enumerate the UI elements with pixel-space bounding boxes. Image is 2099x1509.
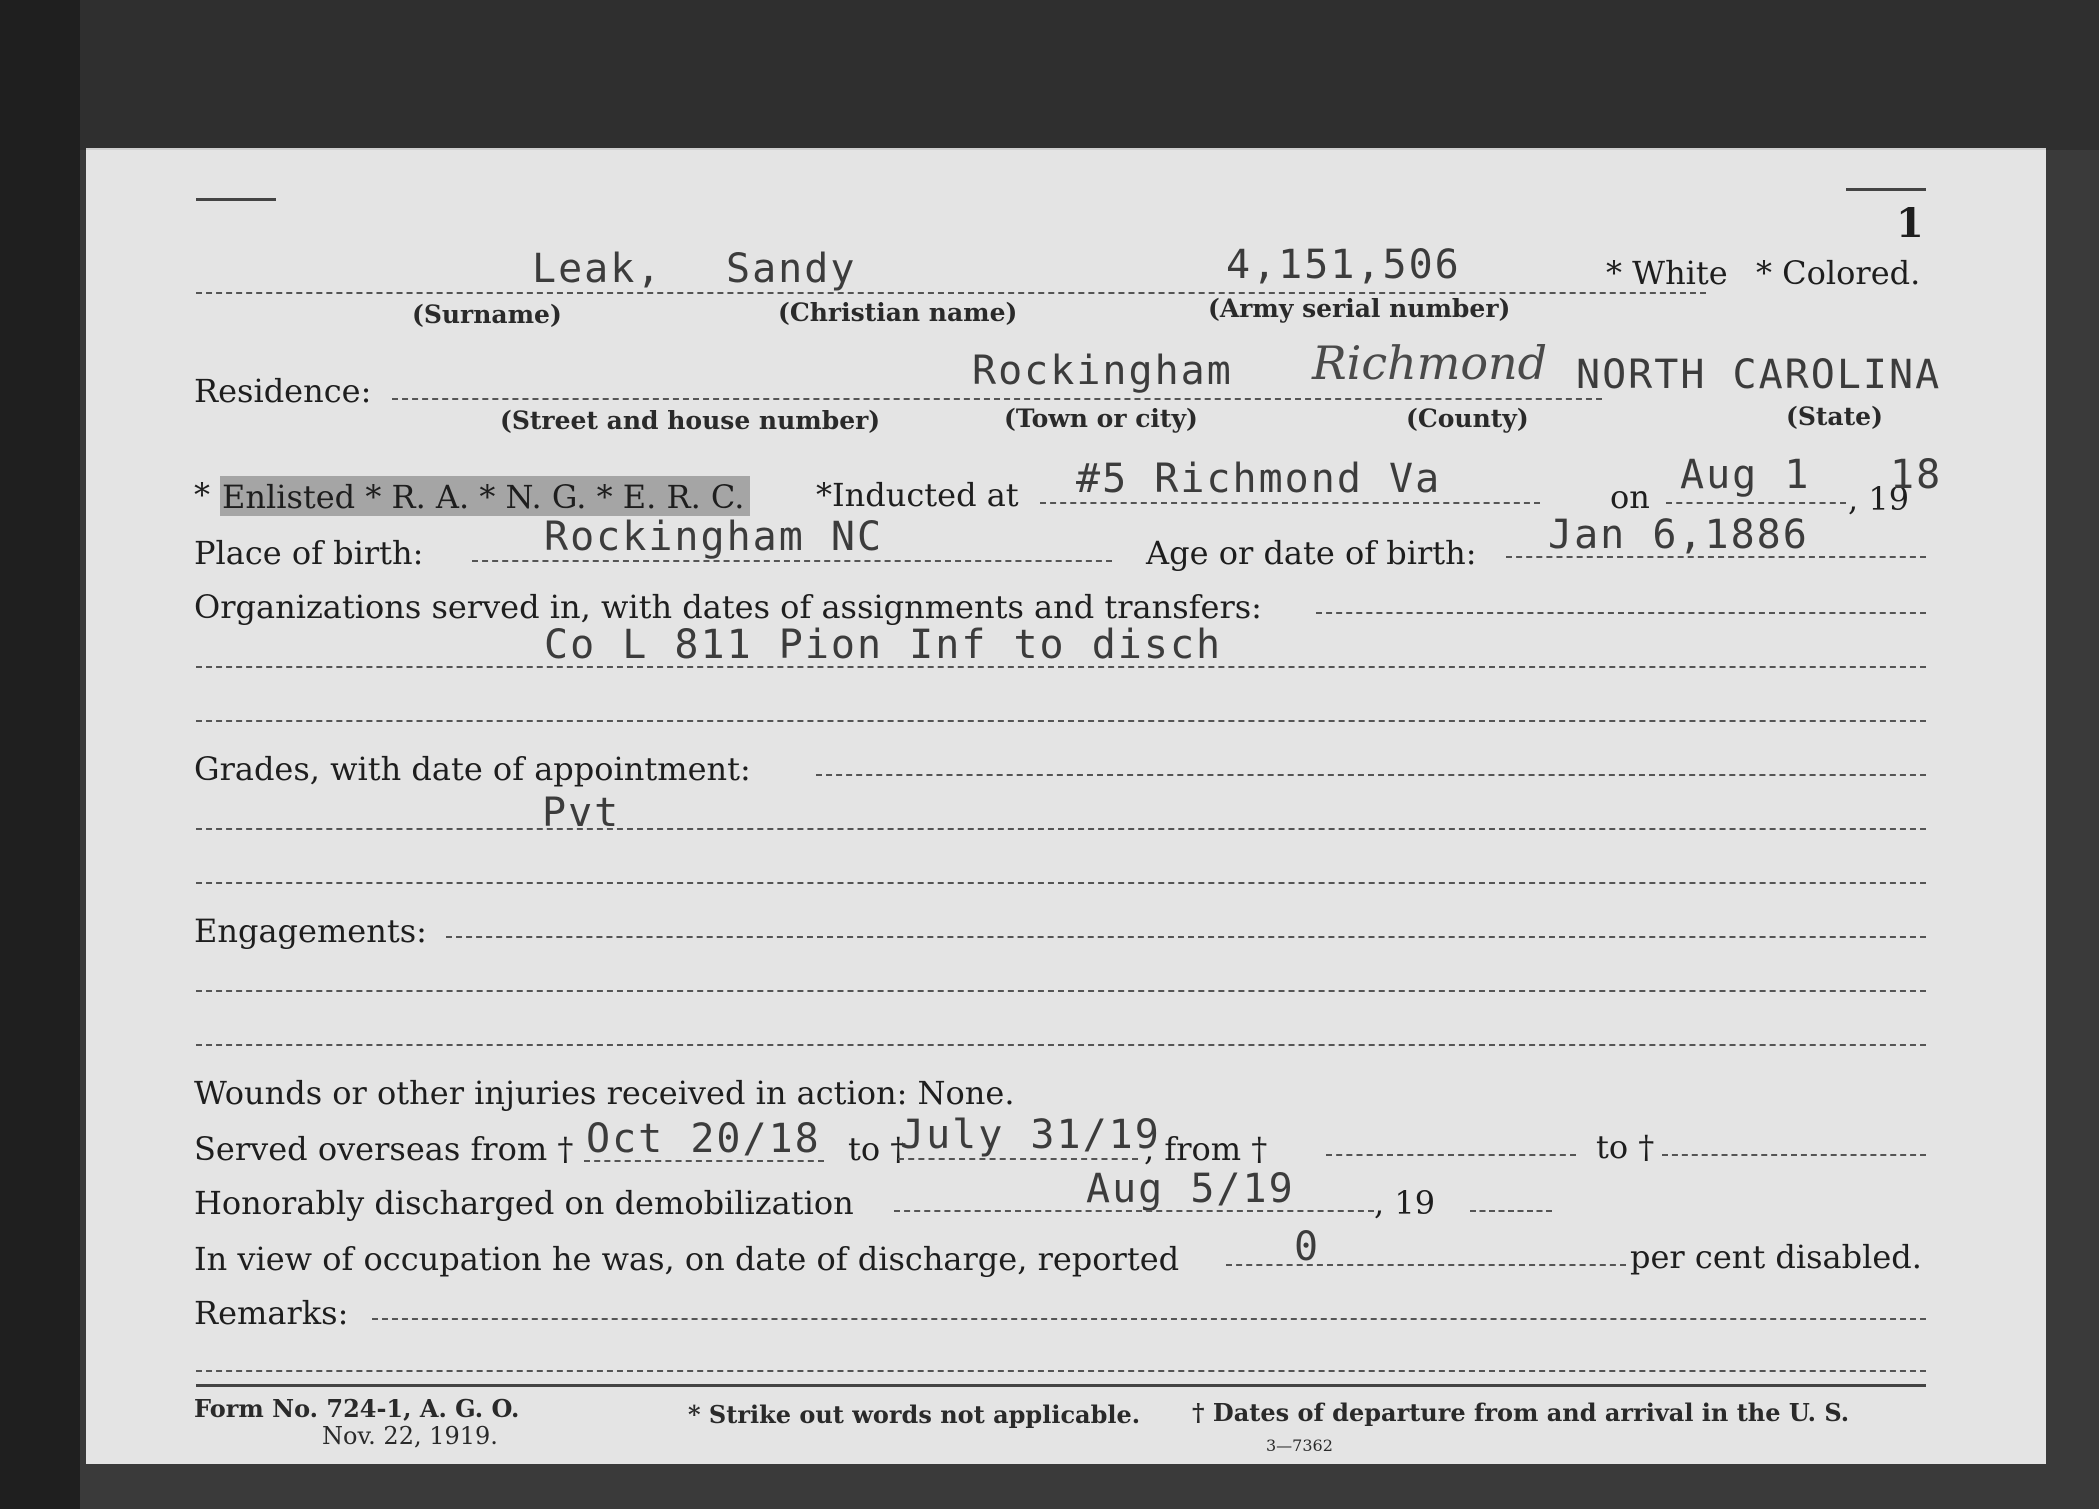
date-of-birth-line xyxy=(1506,556,1926,558)
enlisted-options: Enlisted * R. A. * N. G. * E. R. C. xyxy=(222,478,745,516)
disability-suffix: per cent disabled. xyxy=(1630,1238,1922,1276)
grades-value: Pvt xyxy=(542,790,621,836)
grades-line-2 xyxy=(196,828,1926,830)
residence-label: Residence: xyxy=(194,372,372,410)
grades-line-3 xyxy=(196,882,1926,884)
overseas-label: Served overseas from † xyxy=(194,1130,574,1168)
overseas-from2-line xyxy=(1326,1154,1576,1156)
disability-label: In view of occupation he was, on date of discharge, reported xyxy=(194,1240,1180,1278)
disability-line xyxy=(1226,1264,1626,1266)
card-number: 1 xyxy=(1896,200,1924,247)
overseas-to2-label: to † xyxy=(1596,1128,1655,1166)
place-of-birth-label: Place of birth: xyxy=(194,534,424,572)
wounds-label: Wounds or other injuries received in action: None. xyxy=(194,1074,1015,1112)
surname-value: Leak, xyxy=(532,246,663,292)
engagements-label: Engagements: xyxy=(194,912,427,950)
print-code: 3—7362 xyxy=(1266,1436,1333,1455)
date-of-birth-value: Jan 6,1886 xyxy=(1548,512,1809,558)
remarks-line-2 xyxy=(196,1370,1926,1372)
race-white: * White xyxy=(1606,254,1728,292)
caption-county: (County) xyxy=(1406,404,1529,433)
footer-rule xyxy=(196,1384,1926,1387)
caption-town: (Town or city) xyxy=(1004,404,1198,433)
caption-serial: (Army serial number) xyxy=(1208,294,1511,323)
organizations-value: Co L 811 Pion Inf to disch xyxy=(544,622,1223,668)
form-date: Nov. 22, 1919. xyxy=(322,1422,498,1450)
overseas-from2-label: , from † xyxy=(1144,1130,1268,1168)
discharge-year-line xyxy=(1470,1210,1552,1212)
serial-number-value: 4,151,506 xyxy=(1226,242,1461,288)
inducted-line xyxy=(1040,502,1540,504)
engagements-line-3 xyxy=(196,1044,1926,1046)
strike-note: * Strike out words not applicable. xyxy=(688,1400,1141,1429)
overseas-from-date: Oct 20/18 xyxy=(586,1116,821,1162)
overseas-to-date: July 31/19 xyxy=(900,1112,1161,1158)
organizations-label: Organizations served in, with dates of assignments and transfers: xyxy=(194,588,1262,626)
residence-town: Rockingham xyxy=(972,348,1233,394)
residence-line xyxy=(392,398,1602,400)
engagements-line-1 xyxy=(446,936,1926,938)
discharge-line xyxy=(894,1210,1374,1212)
engagements-line-2 xyxy=(196,990,1926,992)
race-colored: * Colored. xyxy=(1756,254,1921,292)
residence-state: NORTH CAROLINA xyxy=(1576,352,1942,398)
organizations-line-1 xyxy=(1316,612,1926,614)
dates-note: † Dates of departure from and arrival in the U. S. xyxy=(1192,1398,1850,1427)
caption-christian: (Christian name) xyxy=(778,298,1018,327)
overseas-from-line xyxy=(584,1160,824,1162)
overseas-to-label: to † xyxy=(848,1130,907,1168)
top-right-rule xyxy=(1846,188,1926,191)
grades-line-1 xyxy=(816,774,1926,776)
discharge-date: Aug 5/19 xyxy=(1086,1166,1295,1212)
induction-date: Aug 1 xyxy=(1680,452,1811,498)
enlisted-prefix: * xyxy=(194,476,210,514)
on-label: on xyxy=(1610,478,1650,516)
scan-background-left xyxy=(0,0,80,1509)
christian-name-value: Sandy xyxy=(726,246,857,292)
inducted-label: *Inducted at xyxy=(816,476,1019,514)
organizations-line-2 xyxy=(196,666,1926,668)
inducted-at-value: #5 Richmond Va xyxy=(1076,456,1442,502)
disability-value: 0 xyxy=(1294,1224,1321,1270)
caption-street: (Street and house number) xyxy=(500,406,881,435)
discharge-year-label: , 19 xyxy=(1374,1184,1436,1222)
remarks-line-1 xyxy=(372,1318,1926,1320)
remarks-label: Remarks: xyxy=(194,1294,349,1332)
scan-background-top xyxy=(0,0,2099,150)
overseas-to-line xyxy=(898,1158,1138,1160)
caption-state: (State) xyxy=(1786,402,1883,431)
discharge-label: Honorably discharged on demobilization xyxy=(194,1184,854,1222)
service-record-card xyxy=(86,148,2046,1464)
induction-year-prefix: , 19 xyxy=(1848,480,1910,518)
grades-label: Grades, with date of appointment: xyxy=(194,750,751,788)
caption-surname: (Surname) xyxy=(412,300,562,329)
residence-county: Richmond xyxy=(1312,336,1548,390)
top-left-rule xyxy=(196,198,276,201)
place-of-birth-value: Rockingham NC xyxy=(544,514,884,560)
organizations-line-3 xyxy=(196,720,1926,722)
on-line xyxy=(1666,502,1846,504)
form-number: Form No. 724-1, A. G. O. xyxy=(194,1394,520,1423)
place-of-birth-line xyxy=(472,560,1112,562)
overseas-to2-line xyxy=(1662,1154,1926,1156)
age-label: Age or date of birth: xyxy=(1146,534,1477,572)
induction-year: 18 xyxy=(1890,452,1943,498)
